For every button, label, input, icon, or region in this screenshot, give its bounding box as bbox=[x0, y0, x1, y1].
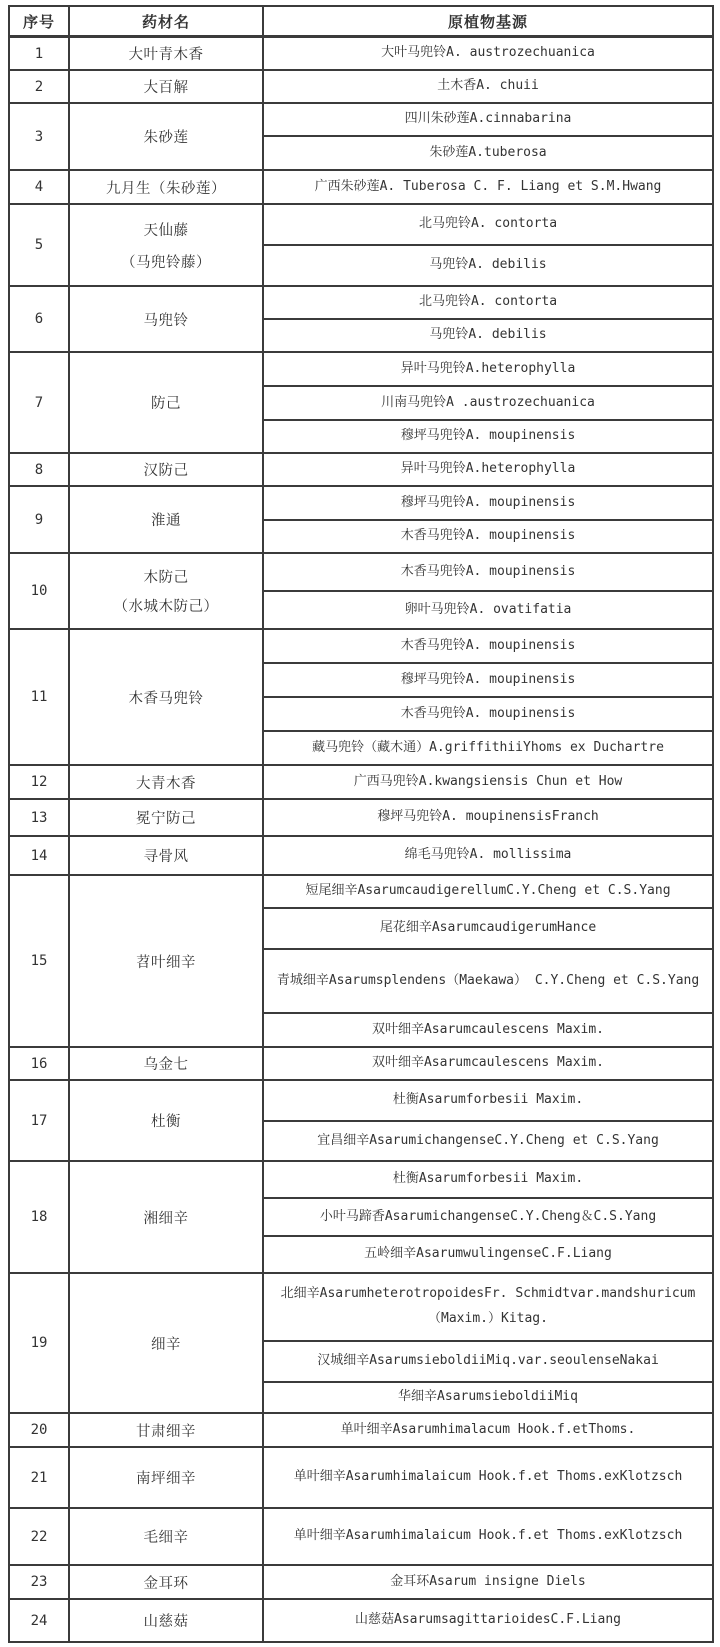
table-row bbox=[9, 1080, 713, 1121]
herb-name-cell bbox=[69, 1080, 263, 1161]
herb-name-line: 汉防己 bbox=[143, 463, 189, 479]
herb-name-line: 甘肃细辛 bbox=[136, 1423, 196, 1440]
plant-source-cell: 短尾细辛AsarumcaudigerellumC.Y.Cheng et C.S.Yang bbox=[263, 875, 713, 908]
plant-source-cell: 四川朱砂莲A.cinnabarina bbox=[263, 103, 713, 136]
header-cell-no: 序号 bbox=[9, 6, 69, 37]
herb-name-cell bbox=[69, 170, 263, 204]
herb-name-line: 金耳环 bbox=[143, 1575, 189, 1592]
herb-name-cell bbox=[69, 37, 263, 71]
herb-table bbox=[8, 5, 714, 1643]
plant-source-cell: 汉城细辛AsarumsieboldiiMiq.var.seoulenseNakai bbox=[263, 1341, 713, 1382]
plant-source-cell: 穆坪马兜铃A. moupinensisFranch bbox=[263, 799, 713, 836]
plant-source-cell: 卵叶马兜铃A. ovatifatia bbox=[263, 591, 713, 629]
plant-source-cell: 大叶马兜铃A. austrozechuanica bbox=[263, 37, 713, 71]
plant-source-cell: 金耳环Asarum insigne Diels bbox=[263, 1565, 713, 1599]
herb-name-line: 毛细辛 bbox=[143, 1530, 189, 1546]
herb-name-cell bbox=[69, 836, 263, 875]
herb-name-line: 防己 bbox=[151, 396, 181, 412]
row-number-cell: 9 bbox=[9, 486, 69, 553]
table-row bbox=[9, 765, 713, 799]
plant-source-cell: 木香马兜铃A. moupinensis bbox=[263, 553, 713, 591]
herb-name-line: 朱砂莲 bbox=[143, 130, 189, 146]
herb-name-line: 冕宁防己 bbox=[136, 811, 196, 827]
row-number-cell: 15 bbox=[9, 875, 69, 1047]
plant-source-cell: 华细辛AsarumsieboldiiMiq bbox=[263, 1382, 713, 1413]
plant-source-cell: 小叶马蹄香AsarumichangenseC.Y.Cheng＆C.S.Yang bbox=[263, 1198, 713, 1236]
herb-name-cell bbox=[69, 103, 263, 170]
table-row bbox=[9, 37, 713, 71]
herb-name-cell bbox=[69, 1508, 263, 1565]
herb-name-line: 天仙藤 bbox=[143, 222, 189, 239]
table-row bbox=[9, 836, 713, 875]
herb-name-cell bbox=[69, 70, 263, 103]
row-number-cell: 23 bbox=[9, 1565, 69, 1599]
herb-name-cell bbox=[69, 1047, 263, 1080]
plant-source-cell: 双叶细辛Asarumcaulescens Maxim. bbox=[263, 1013, 713, 1047]
plant-source-cell: 穆坪马兜铃A. moupinensis bbox=[263, 486, 713, 520]
plant-source-cell: 山慈菇AsarumsagittarioidesC.F.Liang bbox=[263, 1599, 713, 1642]
row-number-cell: 2 bbox=[9, 70, 69, 103]
plant-source-cell: 广西朱砂莲A. Tuberosa C. F. Liang et S.M.Hwang bbox=[263, 170, 713, 204]
plant-source-cell: 北马兜铃A. contorta bbox=[263, 204, 713, 245]
herb-name-line: （马兜铃藤） bbox=[121, 254, 211, 271]
herb-name-line: 大叶青木香 bbox=[128, 47, 204, 63]
plant-source-cell: 尾花细辛AsarumcaudigerumHance bbox=[263, 908, 713, 949]
herb-name-line: 苕叶细辛 bbox=[136, 954, 196, 971]
herb-name-line: 大百解 bbox=[143, 80, 189, 96]
herb-name-cell bbox=[69, 1447, 263, 1508]
herb-name-line: （水城木防己） bbox=[113, 599, 219, 615]
row-number-cell: 7 bbox=[9, 352, 69, 453]
herb-name-cell bbox=[69, 799, 263, 836]
table-row bbox=[9, 1447, 713, 1508]
herb-name-line: 山慈菇 bbox=[143, 1614, 189, 1630]
herb-name-cell bbox=[69, 453, 263, 486]
herb-name-cell bbox=[69, 1161, 263, 1273]
table-row bbox=[9, 1273, 713, 1341]
row-number-cell: 22 bbox=[9, 1508, 69, 1565]
plant-source-cell: 异叶马兜铃A.heterophylla bbox=[263, 453, 713, 486]
table-row bbox=[9, 1047, 713, 1080]
row-number-cell: 19 bbox=[9, 1273, 69, 1413]
table-row bbox=[9, 1161, 713, 1198]
plant-source-cell: 川南马兜铃A .austrozechuanica bbox=[263, 386, 713, 420]
plant-source-cell: 木香马兜铃A. moupinensis bbox=[263, 520, 713, 553]
herb-name-cell bbox=[69, 1273, 263, 1413]
table-row bbox=[9, 1413, 713, 1447]
herb-name-cell bbox=[69, 553, 263, 629]
herb-name-cell bbox=[69, 1413, 263, 1447]
table-row bbox=[9, 1599, 713, 1642]
row-number-cell: 11 bbox=[9, 629, 69, 765]
herb-name-cell bbox=[69, 1599, 263, 1642]
plant-source-cell: 杜衡Asarumforbesii Maxim. bbox=[263, 1161, 713, 1198]
plant-source-cell: 五岭细辛AsarumwulingenseC.F.Liang bbox=[263, 1236, 713, 1273]
herb-name-cell bbox=[69, 286, 263, 352]
row-number-cell: 13 bbox=[9, 799, 69, 836]
herb-name-line: 细辛 bbox=[151, 1336, 181, 1353]
herb-name-line: 淮通 bbox=[151, 513, 181, 529]
herb-name-line: 九月生（朱砂莲） bbox=[106, 180, 226, 197]
plant-source-cell: 双叶细辛Asarumcaulescens Maxim. bbox=[263, 1047, 713, 1080]
row-number-cell: 14 bbox=[9, 836, 69, 875]
row-number-cell: 5 bbox=[9, 204, 69, 286]
plant-source-cell: 绵毛马兜铃A. mollissima bbox=[263, 836, 713, 875]
plant-source-cell: 木香马兜铃A. moupinensis bbox=[263, 697, 713, 731]
row-number-cell: 1 bbox=[9, 37, 69, 71]
header-cell-source: 原植物基源 bbox=[263, 6, 713, 37]
herb-name-line: 杜衡 bbox=[151, 1114, 181, 1130]
plant-source-cell: 单叶细辛Asarumhimalaicum Hook.f.et Thoms.exKlotzsch bbox=[263, 1508, 713, 1565]
herb-name-line: 木香马兜铃 bbox=[128, 690, 204, 707]
plant-source-cell: 北细辛AsarumheterotropoidesFr. Schmidtvar.mandshuricum（Maxim.）Kitag. bbox=[263, 1273, 713, 1341]
row-number-cell: 10 bbox=[9, 553, 69, 629]
table-row bbox=[9, 204, 713, 245]
table-row bbox=[9, 799, 713, 836]
row-number-cell: 20 bbox=[9, 1413, 69, 1447]
herb-name-line: 南坪细辛 bbox=[136, 1471, 196, 1487]
herb-name-cell bbox=[69, 352, 263, 453]
table-row bbox=[9, 486, 713, 520]
herb-name-cell bbox=[69, 1565, 263, 1599]
herb-name-cell bbox=[69, 204, 263, 286]
row-number-cell: 18 bbox=[9, 1161, 69, 1273]
plant-source-cell: 青城细辛Asarumsplendens（Maekawa） C.Y.Cheng et C.S.Yang bbox=[263, 949, 713, 1013]
table-row bbox=[9, 103, 713, 136]
table-header-row bbox=[9, 6, 713, 37]
plant-source-cell: 异叶马兜铃A.heterophylla bbox=[263, 352, 713, 386]
herb-name-line: 马兜铃 bbox=[143, 312, 189, 329]
plant-source-cell: 穆坪马兜铃A. moupinensis bbox=[263, 420, 713, 453]
row-number-cell: 8 bbox=[9, 453, 69, 486]
table-body bbox=[9, 37, 713, 1643]
plant-source-cell: 单叶细辛Asarumhimalaicum Hook.f.et Thoms.exKlotzsch bbox=[263, 1447, 713, 1508]
herb-name-line: 木防己 bbox=[143, 570, 189, 586]
plant-source-cell: 马兜铃A. debilis bbox=[263, 319, 713, 352]
herb-name-line: 寻骨风 bbox=[143, 849, 189, 865]
herb-name-cell bbox=[69, 875, 263, 1047]
row-number-cell: 21 bbox=[9, 1447, 69, 1508]
herb-name-line: 乌金七 bbox=[143, 1057, 189, 1073]
table-row bbox=[9, 170, 713, 204]
herb-name-cell bbox=[69, 629, 263, 765]
herb-name-cell bbox=[69, 765, 263, 799]
row-number-cell: 3 bbox=[9, 103, 69, 170]
header-cell-name: 药材名 bbox=[69, 6, 263, 37]
row-number-cell: 16 bbox=[9, 1047, 69, 1080]
plant-source-cell: 单叶细辛Asarumhimalacum Hook.f.etThoms. bbox=[263, 1413, 713, 1447]
herb-name-line: 湘细辛 bbox=[143, 1210, 189, 1227]
herb-name-line: 大青木香 bbox=[136, 775, 196, 792]
row-number-cell: 4 bbox=[9, 170, 69, 204]
table-row bbox=[9, 1508, 713, 1565]
plant-source-cell: 土木香A. chuii bbox=[263, 70, 713, 103]
table-row bbox=[9, 1565, 713, 1599]
plant-source-cell: 北马兜铃A. contorta bbox=[263, 286, 713, 319]
plant-source-cell: 木香马兜铃A. moupinensis bbox=[263, 629, 713, 663]
row-number-cell: 12 bbox=[9, 765, 69, 799]
row-number-cell: 24 bbox=[9, 1599, 69, 1642]
plant-source-cell: 穆坪马兜铃A. moupinensis bbox=[263, 663, 713, 697]
herb-name-cell bbox=[69, 486, 263, 553]
table-row bbox=[9, 352, 713, 386]
table-row bbox=[9, 453, 713, 486]
table-row bbox=[9, 629, 713, 663]
plant-source-cell: 朱砂莲A.tuberosa bbox=[263, 136, 713, 170]
plant-source-cell: 宜昌细辛AsarumichangenseC.Y.Cheng et C.S.Yang bbox=[263, 1121, 713, 1161]
plant-source-cell: 杜衡Asarumforbesii Maxim. bbox=[263, 1080, 713, 1121]
table-row bbox=[9, 70, 713, 103]
plant-source-cell: 马兜铃A. debilis bbox=[263, 245, 713, 286]
table-row bbox=[9, 553, 713, 591]
table-row bbox=[9, 875, 713, 908]
row-number-cell: 6 bbox=[9, 286, 69, 352]
plant-source-cell: 藏马兜铃（藏木通）A.griffithiiYhoms ex Duchartre bbox=[263, 731, 713, 765]
row-number-cell: 17 bbox=[9, 1080, 69, 1161]
table-row bbox=[9, 286, 713, 319]
plant-source-cell: 广西马兜铃A.kwangsiensis Chun et How bbox=[263, 765, 713, 799]
